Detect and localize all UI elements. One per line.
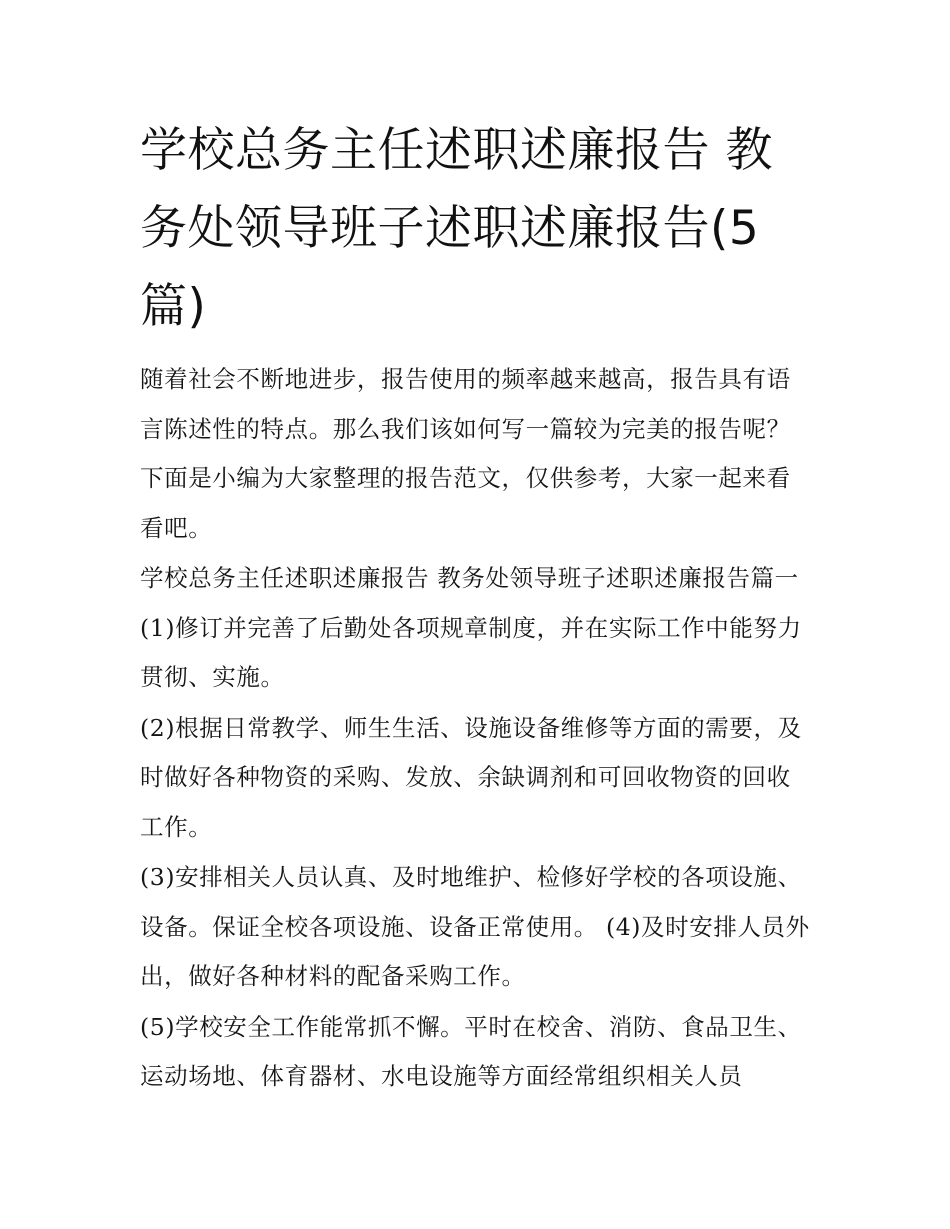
section-one-paragraph: 学校总务主任述职述廉报告 教务处领导班子述职述廉报告篇一 (1)修订并完善了后勤处各项规章制度，并在实际工作中能努力贯彻、实施。 [140,564,802,691]
item-5-paragraph: (5)学校安全工作能常抓不懈。平时在校舍、消防、食品卫生、运动场地、体育器材、水电设施等方面经常组织相关人员 [140,1012,802,1090]
document-title: 学校总务主任述职述廉报告 教务处领导班子述职述廉报告(5篇) [140,123,773,334]
document-body [140,355,812,1102]
intro-paragraph: 随着社会不断地进步，报告使用的频率越来越高，报告具有语言陈述性的特点。那么我们该如何写一篇较为完美的报告呢？下面是小编为大家整理的报告范文，仅供参考，大家一起来看看吧。 [140,365,791,542]
item-3-4-paragraph: (3)安排相关人员认真、及时地维护、检修好学校的各项设施、设备。保证全校各项设施、设备正常使用。 (4)及时安排人员外出，做好各种材料的配备采购工作。 [140,863,810,990]
item-2-paragraph: (2)根据日常教学、师生生活、设施设备维修等方面的需要，及时做好各种物资的采购、发放、余缺调剂和可回收物资的回收工作。 [140,713,802,841]
